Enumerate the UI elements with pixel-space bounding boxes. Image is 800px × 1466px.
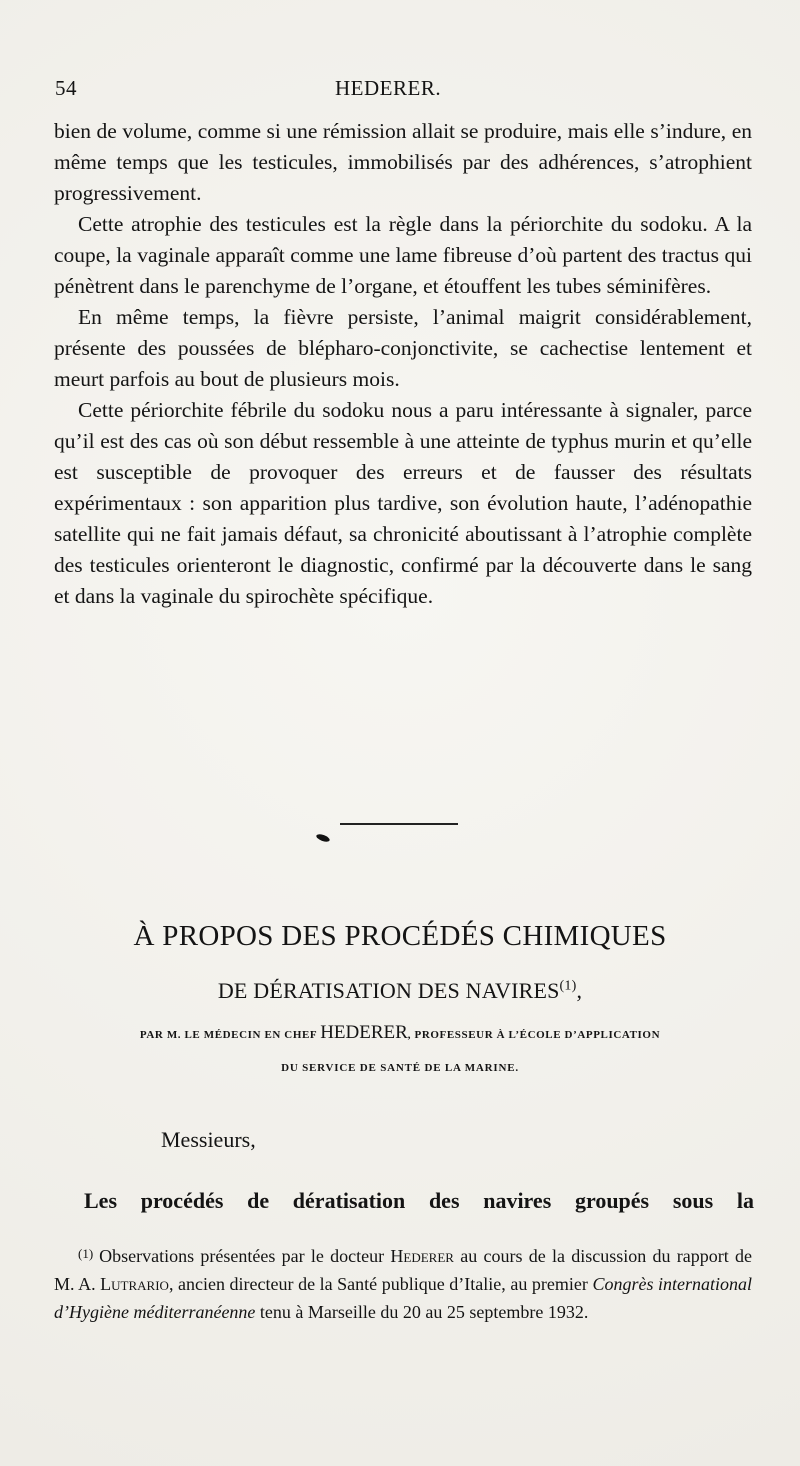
- opening-line: Les procédés de dératisation des navires groupés sous la: [84, 1188, 754, 1213]
- article-subtitle-text: DE DÉRATISATION DES NAVIRES: [217, 978, 560, 1003]
- section-divider: [340, 823, 458, 825]
- byline: [40, 1024, 760, 1044]
- body-text: [54, 116, 752, 612]
- footnote-marker: (1): [78, 1246, 94, 1261]
- paragraph-1: [54, 116, 752, 209]
- article-title: À PROPOS DES PROCÉDÉS CHIMIQUES: [133, 920, 667, 952]
- page-header: [55, 76, 755, 106]
- byline-affiliation: DU SERVICE DE SANTÉ DE LA MARINE.: [281, 1062, 519, 1074]
- article-subtitle: DE DÉRATISATION DES NAVIRES$^{(1)}$,: [217, 978, 583, 1003]
- footnote-text: [54, 1240, 752, 1326]
- byline-suffix: , PROFESSEUR À L’ÉCOLE D’APPLICATION: [407, 1029, 661, 1041]
- footnote-part-1: Observations présentées par le docteur: [99, 1246, 385, 1266]
- salutation: Messieurs,: [161, 1127, 256, 1152]
- paragraph-1-text: bien de volume, comme si une rémission allait se produire, mais elle s’indure, en même temps que les testicules, immobilisés par des adhérences, s’atrophient progressivement.: [54, 119, 752, 205]
- page-number: 54: [55, 76, 77, 100]
- footnote-reference: (1): [559, 978, 577, 994]
- paragraph-2: [54, 209, 752, 302]
- footnote-congress-name: Congrès international d’Hygiène méditerranéenne: [54, 1274, 753, 1322]
- footnote-author-name: Hederer: [390, 1246, 454, 1266]
- paragraph-2-text: Cette atrophie des testicules est la règle dans la périorchite du sodoku. A la coupe, la vaginale apparaît comme une lame fibreuse d’où partent des tractus qui pénètrent dans le parenchyme de l’organe, et étouffent les tubes séminifères.: [54, 212, 752, 298]
- paragraph-4: [54, 395, 752, 612]
- paragraph-3-text: En même temps, la fièvre persiste, l’animal maigrit considérablement, présente des poussées de blépharo-conjonctivite, se cachectise lentement et meurt parfois au bout de plusieurs mois.: [54, 305, 752, 391]
- footnote-part-4: tenu à Marseille du 20 au 25 septembre 1932.: [259, 1302, 589, 1322]
- footnote: [54, 1240, 752, 1326]
- paragraph-4-text: Cette périorchite fébrile du sodoku nous a paru intéressante à signaler, parce qu’il est des cas où son début ressemble à une atteinte de typhus murin et qu’elle est susceptible de provoquer des erreurs et de fausser des résultats expérimentaux : son apparition plus tardive, son évolution haute, l’adénopathie satellite qui ne fait jamais défaut, sa chronicité aboutissant à l’atrophie complète des testicules orienteront le diagnostic, confirmé par la découverte dans le sang et dans la vaginale du spirochète spécifique.: [54, 398, 752, 608]
- footnote-part-2: au cours de la discussion du rapport de M. A.: [54, 1246, 752, 1294]
- author-name: HEDERER: [320, 1022, 408, 1043]
- footnote-rapporteur-name: Lutrario: [100, 1274, 169, 1294]
- footnote-part-3: , ancien directeur de la Santé publique d’Italie, au premier: [168, 1274, 588, 1294]
- ink-speck: [315, 833, 330, 843]
- running-head: HEDERER.: [335, 76, 442, 100]
- byline-prefix: PAR M. LE MÉDECIN EN CHEF: [139, 1029, 317, 1041]
- paragraph-3: [54, 302, 752, 395]
